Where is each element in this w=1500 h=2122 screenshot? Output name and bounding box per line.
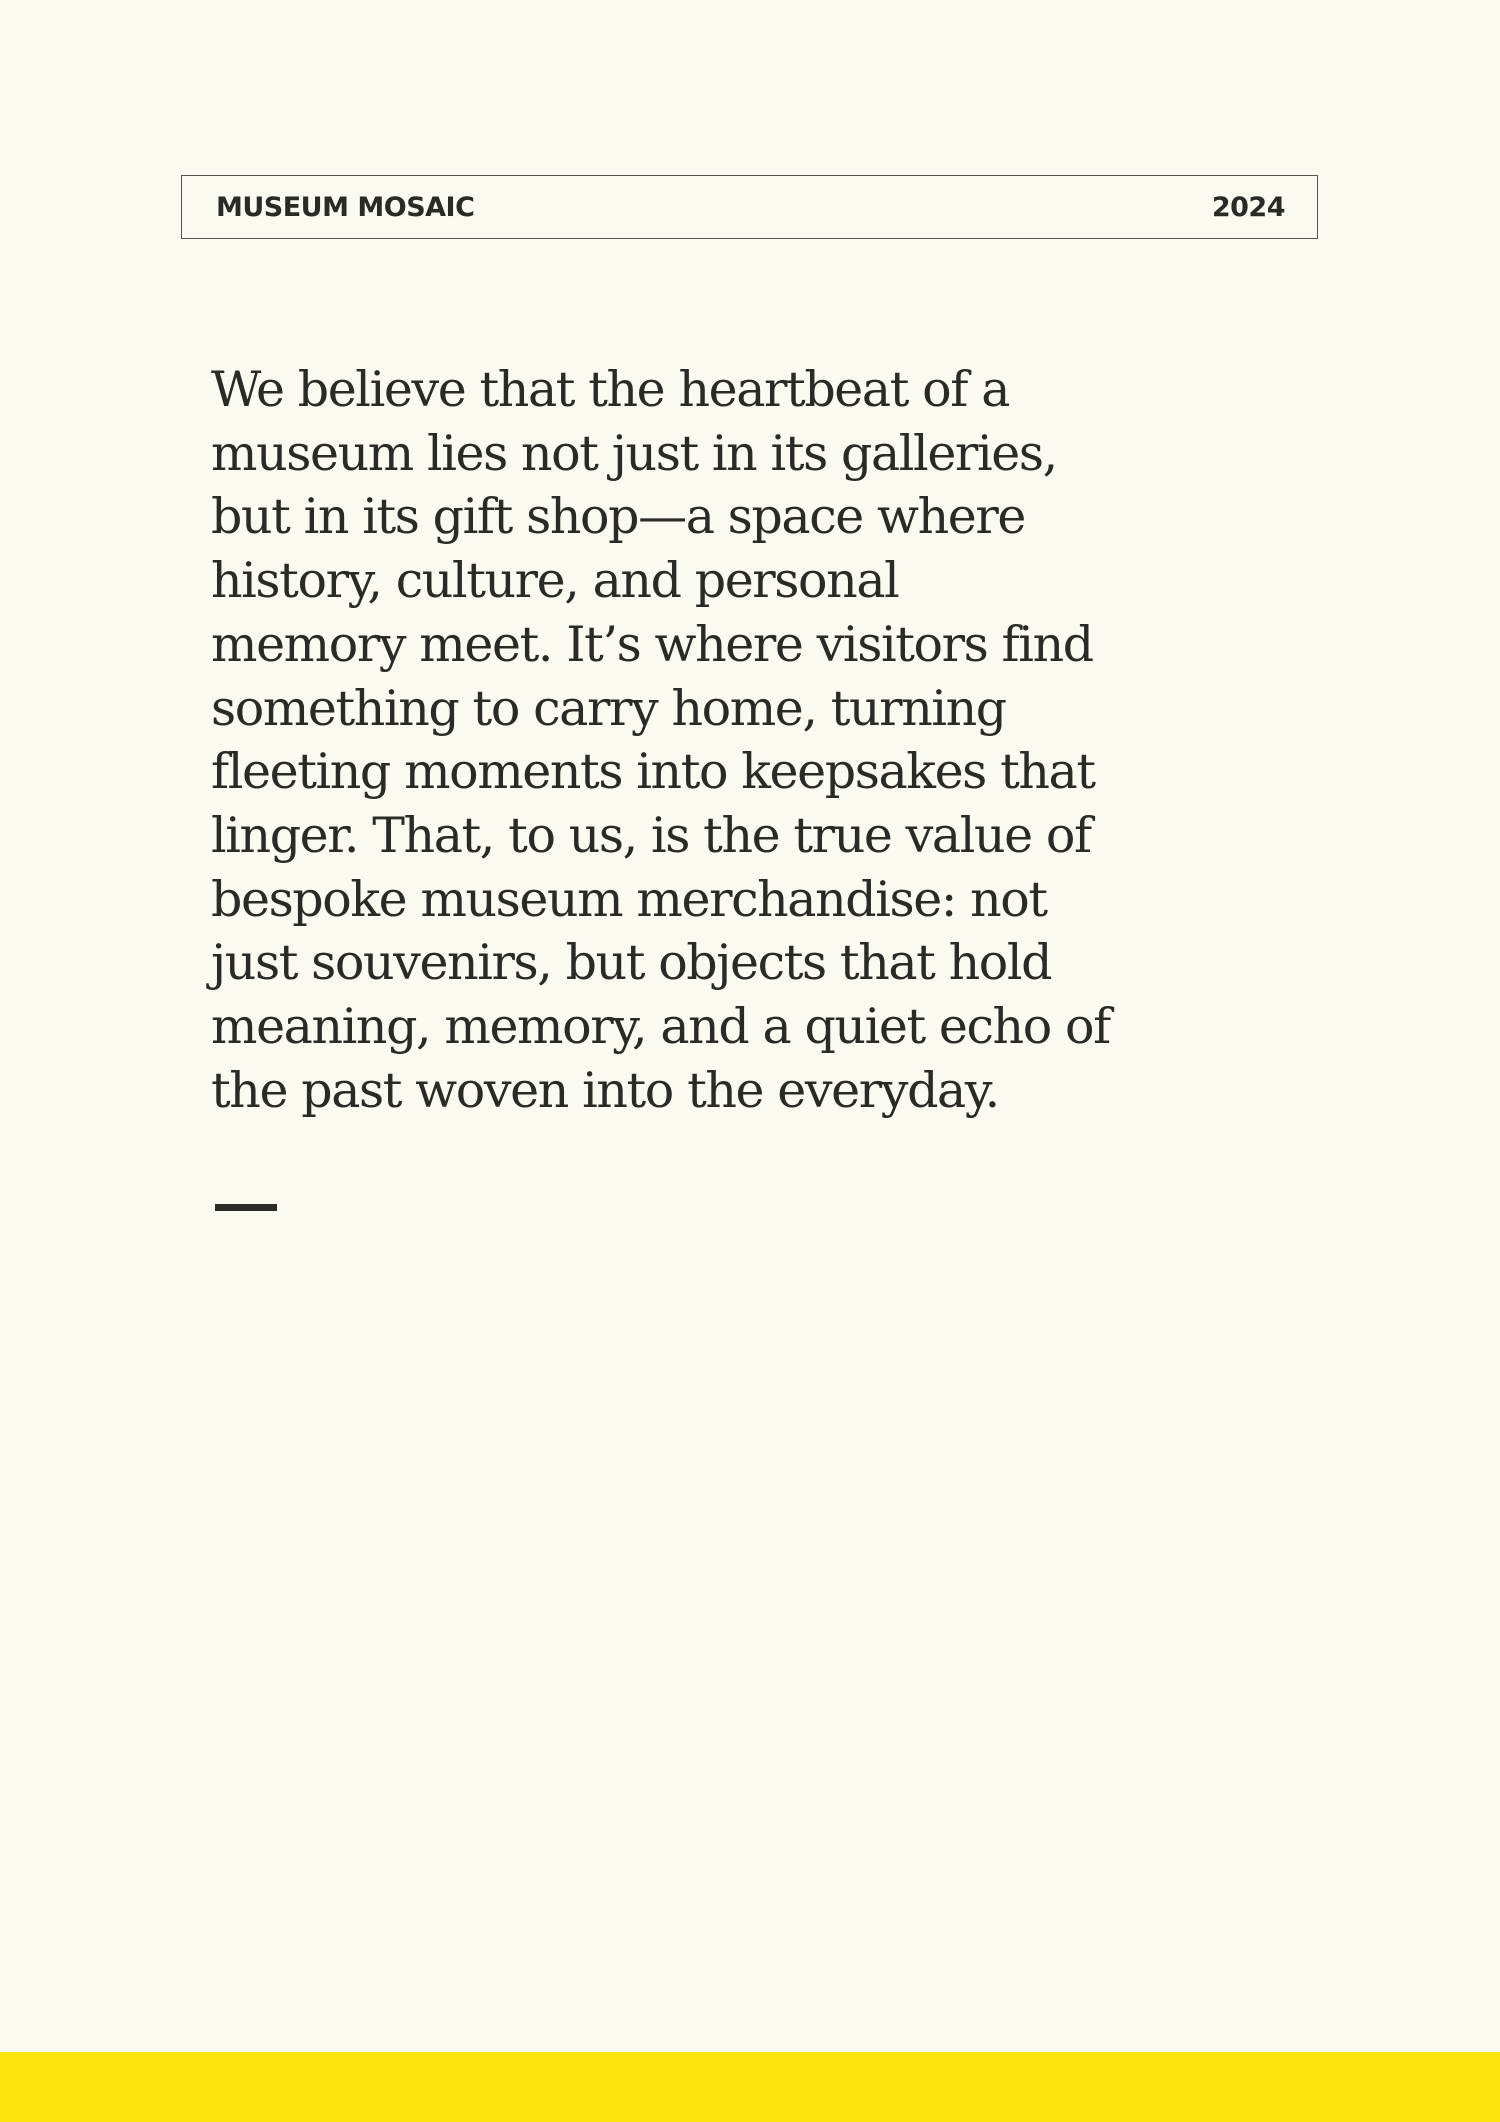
mission-statement	[211, 358, 1201, 1122]
dash-divider	[215, 1204, 277, 1211]
brand-name: MUSEUM MOSAIC	[216, 191, 475, 223]
statement-line: meaning, memory, and a quiet echo of	[211, 998, 1110, 1056]
statement-line: history, culture, and personal	[211, 552, 899, 610]
header-bar	[181, 175, 1318, 239]
statement-line: bespoke museum merchandise: not	[211, 870, 1047, 928]
year-label: 2024	[1211, 191, 1285, 223]
statement-line: just souvenirs, but objects that hold	[211, 934, 1052, 992]
statement-line: museum lies not just in its galleries,	[211, 424, 1057, 482]
statement-line: memory meet. It’s where visitors find	[211, 615, 1093, 673]
footer-accent-band	[0, 2052, 1500, 2122]
statement-line: the past woven into the everyday.	[211, 1061, 999, 1119]
statement-line: We believe that the heartbeat of a	[211, 361, 1010, 418]
statement-line: but in its gift shop—a space where	[211, 488, 1025, 546]
statement-line: linger. That, to us, is the true value of	[211, 806, 1091, 864]
statement-line: something to carry home, turning	[211, 679, 1006, 737]
statement-line: fleeting moments into keepsakes that	[211, 743, 1095, 801]
